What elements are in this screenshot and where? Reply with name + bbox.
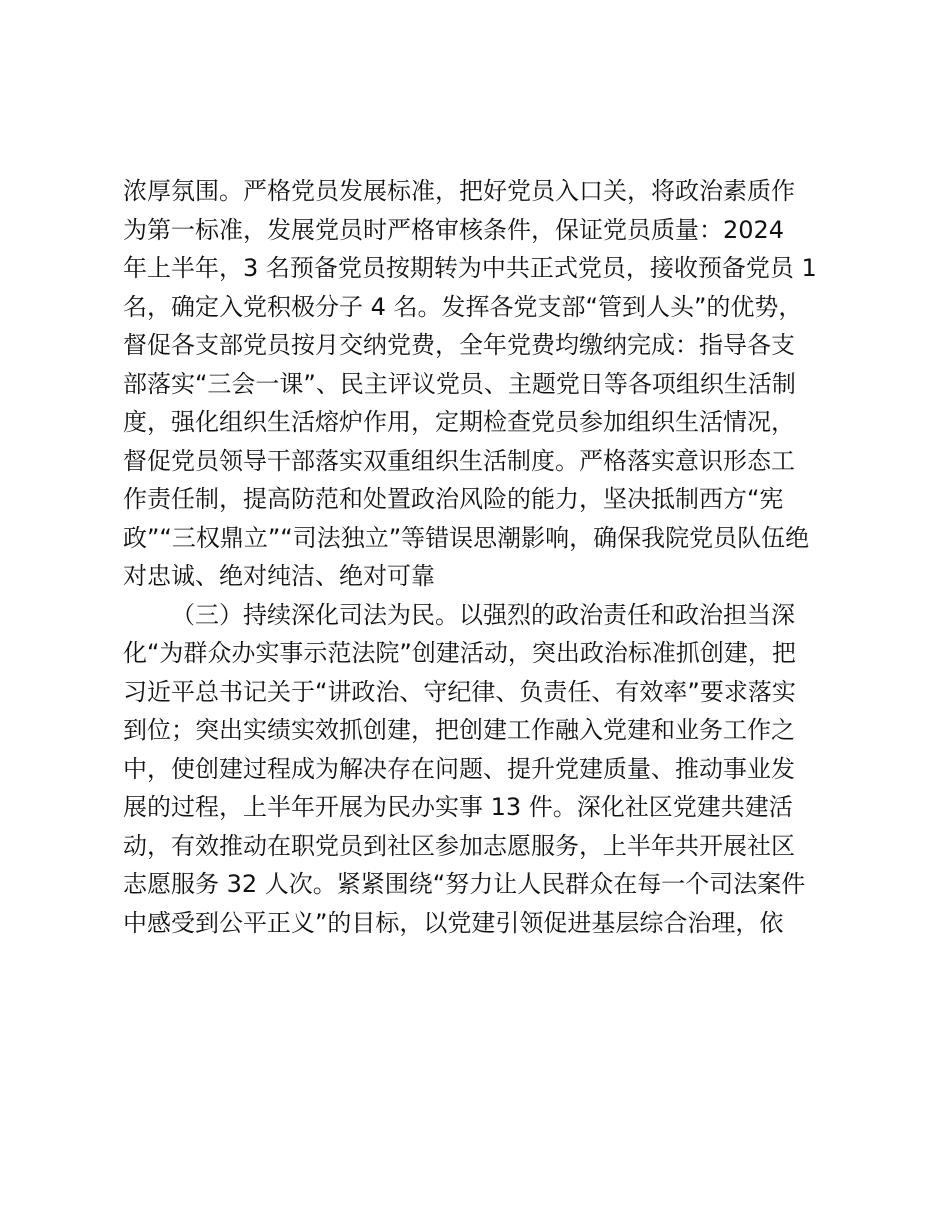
text-line: 名，确定入党积极分子 4 名。发挥各党支部“管到人头”的优势，	[123, 292, 803, 321]
text-line: 为第一标准，发展党员时严格审核条件，保证党员质量：2024	[123, 215, 785, 244]
text-line: 化“为群众办实事示范法院”创建活动，突出政治标准抓创建，把	[123, 639, 796, 667]
text-line: 度，强化组织生活熔炉作用，定期检查党员参加组织生活情况，	[123, 408, 795, 436]
text-line: 中，使创建过程成为解决存在问题、提升党建质量、推动事业发	[123, 754, 795, 783]
text-line: 年上半年，3 名预备党员按期转为中共正式党员，接收预备党员 1	[123, 254, 817, 282]
body-text	[123, 172, 843, 942]
text-line: 政”“三权鼎立”“司法独立”等错误思潮影响，确保我院党员队伍绝	[123, 523, 810, 552]
section-heading-line: （三）持续深化司法为民。以强烈的政治责任和政治担当深	[171, 600, 795, 629]
text-line: 展的过程，上半年开展为民办实事 13 件。深化社区党建共建活	[123, 793, 793, 821]
text-line: 浓厚氛围。严格党员发展标准，把好党员入口关，将政治素质作	[123, 177, 795, 205]
text-line: 督促党员领导干部落实双重组织生活制度。严格落实意识形态工	[123, 446, 795, 475]
text-line: 对忠诚、绝对纯洁、绝对可靠	[123, 562, 435, 590]
text-line: 督促各支部党员按月交纳党费，全年党费均缴纳完成：指导各支	[123, 331, 795, 359]
text-line: 动，有效推动在职党员到社区参加志愿服务，上半年共开展社区	[123, 831, 795, 860]
text-line: 志愿服务 32 人次。紧紧围绕“努力让人民群众在每一个司法案件	[123, 870, 806, 898]
text-line: 到位；突出实绩实效抓创建，把创建工作融入党建和业务工作之	[123, 716, 795, 744]
text-line: 习近平总书记关于“讲政治、守纪律、负责任、有效率”要求落实	[123, 677, 796, 706]
text-line: 作责任制，提高防范和处置政治风险的能力，坚决抵制西方“宪	[123, 485, 784, 513]
text-line: 部落实“三会一课”、民主评议党员、主题党日等各项组织生活制	[123, 369, 796, 398]
text-line: 中感受到公平正义”的目标，以党建引领促进基层综合治理，依	[123, 908, 784, 937]
